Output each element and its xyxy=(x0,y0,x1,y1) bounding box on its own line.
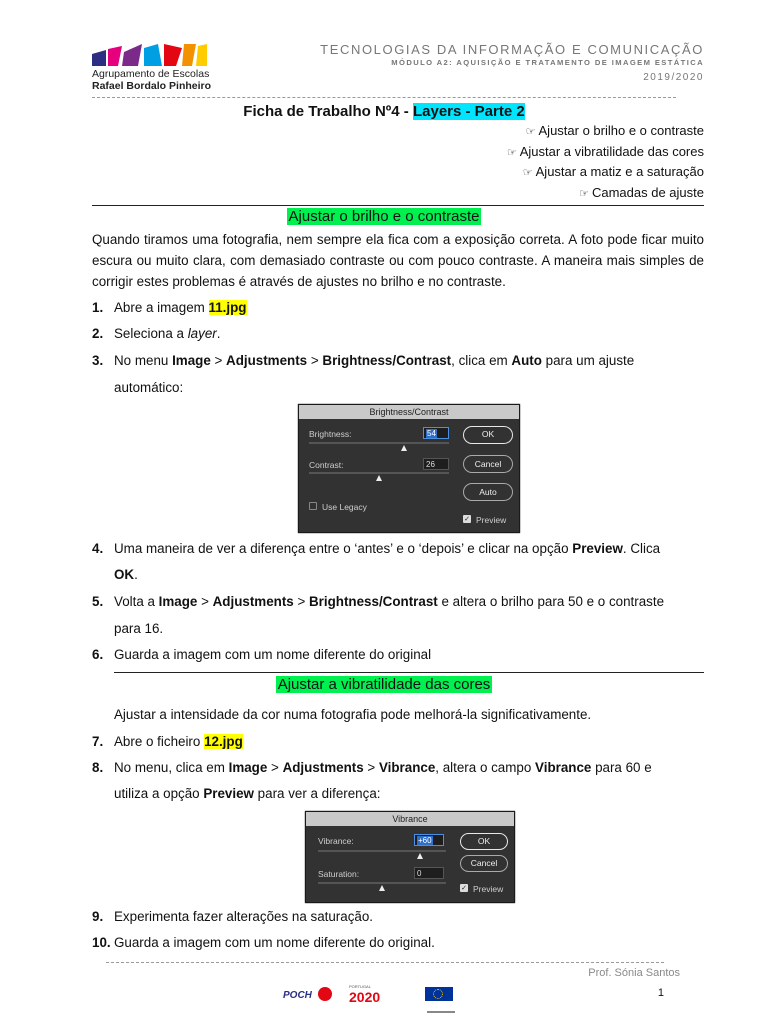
step-5-continuation: para 16. xyxy=(114,621,164,636)
check-icon: ✓ xyxy=(461,885,467,892)
vibrance-dialog xyxy=(305,811,515,903)
header-divider xyxy=(92,97,676,98)
saturation-label: Saturation: xyxy=(318,869,360,879)
brightness-contrast-dialog xyxy=(298,404,520,533)
logo-shape-3 xyxy=(122,44,142,66)
footer-divider xyxy=(106,962,664,963)
objective-item: ☞ Ajustar a vibratilidade das cores xyxy=(506,144,704,159)
saturation-slider[interactable] xyxy=(318,882,446,884)
contrast-label: Contrast: xyxy=(309,460,344,470)
objective-item: ☞ Ajustar o brilho e o contraste xyxy=(525,123,704,138)
author-name: Prof. Sónia Santos xyxy=(588,967,680,979)
logo-graphic xyxy=(92,44,207,66)
vibrance-label: Vibrance: xyxy=(318,836,354,846)
worksheet-title-highlight: Layers - Parte 2 xyxy=(412,103,525,120)
poch-logo-symbol xyxy=(318,987,332,1001)
poch-logo: POCH xyxy=(283,985,343,1003)
preview-checkbox[interactable] xyxy=(460,884,468,892)
module-title: MÓDULO A2: AQUISIÇÃO E TRATAMENTO DE IMAGEM ESTÁTICA xyxy=(391,58,704,67)
vibrance-slider-thumb[interactable] xyxy=(417,853,423,859)
pointing-hand-icon: ☞ xyxy=(579,188,589,200)
preview-label: Preview xyxy=(473,884,504,894)
preview-checkbox[interactable] xyxy=(463,515,471,523)
page-number: 1 xyxy=(657,987,664,999)
contrast-slider-thumb[interactable] xyxy=(376,475,382,481)
logo-shape-5 xyxy=(164,44,182,66)
vibrance-slider[interactable] xyxy=(318,850,446,852)
school-logo xyxy=(92,44,212,92)
dialog-title: Vibrance xyxy=(306,812,514,826)
ok-button[interactable]: OK xyxy=(463,426,513,444)
section-intro-paragraph: Ajustar a intensidade da cor numa fotografia pode melhorá-la significativamente. xyxy=(114,707,592,722)
contrast-input[interactable]: 26 xyxy=(423,458,449,470)
preview-label: Preview xyxy=(476,515,507,525)
logo-shape-6 xyxy=(182,44,196,66)
ok-button[interactable]: OK xyxy=(460,833,508,850)
section-divider xyxy=(92,205,704,206)
use-legacy-label: Use Legacy xyxy=(322,502,367,512)
contrast-slider[interactable] xyxy=(309,472,449,474)
check-icon: ✓ xyxy=(464,516,470,523)
filename-highlight: 12.jpg xyxy=(204,734,243,749)
portugal-2020-logo: PORTUGAL 2020 xyxy=(349,984,381,1005)
logo-text-line1: Agrupamento de Escolas xyxy=(92,68,210,80)
pointing-hand-icon: ☞ xyxy=(506,147,517,159)
section-intro-paragraph: Quando tiramos uma fotografia, nem sempre ela fica com a exposição correta. A foto pode ficar muito escura ou muito clara, com demasiado contraste ou com pouco contraste. A maneira mais simples de corrigir estes problemas é através de ajustes no brilho e no contraste. xyxy=(92,232,704,289)
brightness-slider-thumb[interactable] xyxy=(401,445,407,451)
section-heading-brightness: Ajustar o brilho e o contraste xyxy=(288,208,480,225)
saturation-input[interactable]: 0 xyxy=(414,867,444,879)
section-heading-vibrance: Ajustar a vibratilidade das cores xyxy=(277,676,491,693)
logo-text-line2: Rafael Bordalo Pinheiro xyxy=(92,80,212,92)
cancel-button[interactable]: Cancel xyxy=(463,455,513,473)
pointing-hand-icon: ☞ xyxy=(525,126,536,138)
auto-button[interactable]: Auto xyxy=(463,483,513,501)
step-3-continuation: automático: xyxy=(114,380,184,395)
dialog-title: Brightness/Contrast xyxy=(299,405,519,419)
cancel-button[interactable]: Cancel xyxy=(460,855,508,872)
objective-item: ☞ Camadas de ajuste xyxy=(579,185,704,200)
step-4-continuation: OK. xyxy=(114,567,138,582)
worksheet-title xyxy=(0,103,768,120)
section-divider xyxy=(114,672,704,673)
course-title: TECNOLOGIAS DA INFORMAÇÃO E COMUNICAÇÃO xyxy=(320,42,704,57)
brightness-slider[interactable] xyxy=(309,442,449,444)
eu-flag-logo xyxy=(425,985,487,1003)
pointing-hand-icon: ☞ xyxy=(522,167,533,179)
worksheet-title-prefix: Ficha de Trabalho Nº4 - xyxy=(243,103,413,120)
brightness-label: Brightness: xyxy=(309,429,352,439)
eu-flag-icon xyxy=(425,987,453,1001)
use-legacy-checkbox[interactable] xyxy=(309,502,317,510)
filename-highlight: 11.jpg xyxy=(208,300,247,315)
objective-item: ☞ Ajustar a matiz e a saturação xyxy=(522,164,704,179)
logo-shape-4 xyxy=(144,44,162,66)
logo-shape-2 xyxy=(108,46,122,66)
saturation-slider-thumb[interactable] xyxy=(379,885,385,891)
step-8-continuation: utiliza a opção Preview para ver a diferença: xyxy=(114,786,381,801)
vibrance-input[interactable]: +60 xyxy=(414,834,444,846)
school-year: 2019/2020 xyxy=(643,72,704,83)
logo-shape-7 xyxy=(196,44,207,66)
logo-shape-1 xyxy=(92,50,106,66)
brightness-input[interactable]: 54 xyxy=(423,427,449,439)
